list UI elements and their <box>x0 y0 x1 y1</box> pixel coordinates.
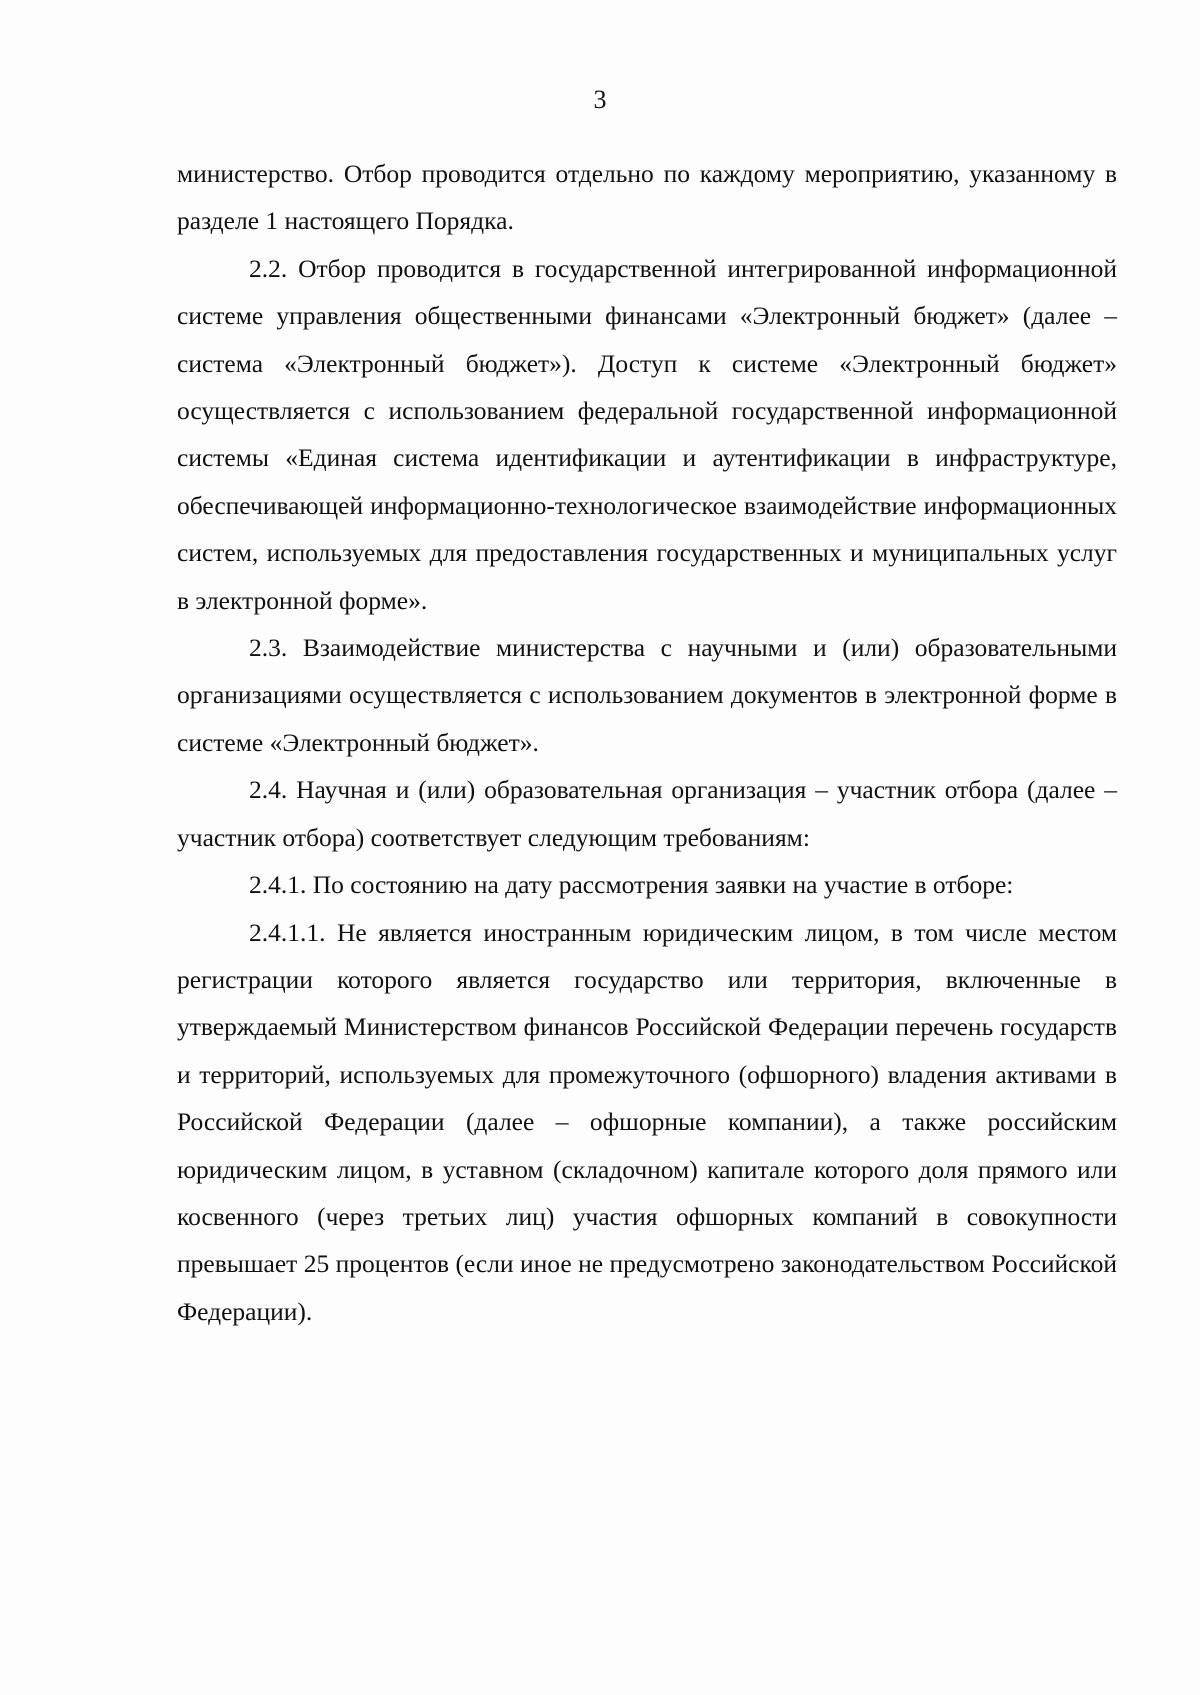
paragraph-2-3: 2.3. Взаимодействие министерства с научными и (или) образовательными организациями осуществляется с использованием документов в электронной форме в системе «Электронный бюджет». <box>177 633 1117 757</box>
paragraph-continuation: министерство. Отбор проводится отдельно по каждому мероприятию, указанному в разделе 1 настоящего Порядка. <box>177 159 1117 236</box>
page-number: 3 <box>593 85 607 114</box>
paragraph-2-4-1-1: 2.4.1.1. Не является иностранным юридическим лицом, в том числе местом регистрации которого является государство или территория, включенные в утверждаемый Министерством финансов Российской Федерации перечень государств и территорий, используемых для промежуточного (офшорного) владения активами в Российской Федерации (далее – офшорные компании), а также российским юридическим лицом, в уставном (складочном) капитале которого доля прямого или косвенного (через третьих лиц) участия офшорных компаний в совокупности превышает 25 процентов (если иное не предусмотрено законодательством Российской Федерации). <box>177 917 1117 1326</box>
paragraph-2-4-1: 2.4.1. По состоянию на дату рассмотрения заявки на участие в отборе: <box>249 870 1014 900</box>
paragraph-2-2: 2.2. Отбор проводится в государственной интегрированной информационной системе управления общественными финансами «Электронный бюджет» (далее – система «Электронный бюджет»). Доступ к системе «Электронный бюджет» осуществляется с использованием федеральной государственной информационной системы «Единая система идентификации и аутентификации в инфраструктуре, обеспечивающей информационно-технологическое взаимодействие информационных систем, используемых для предоставления государственных и муниципальных услуг в электронной форме». <box>177 253 1117 615</box>
paragraph-2-4: 2.4. Научная и (или) образовательная организация – участник отбора (далее – участник отбора) соответствует следующим требованиям: <box>177 775 1117 852</box>
document-body <box>177 150 1117 1335</box>
